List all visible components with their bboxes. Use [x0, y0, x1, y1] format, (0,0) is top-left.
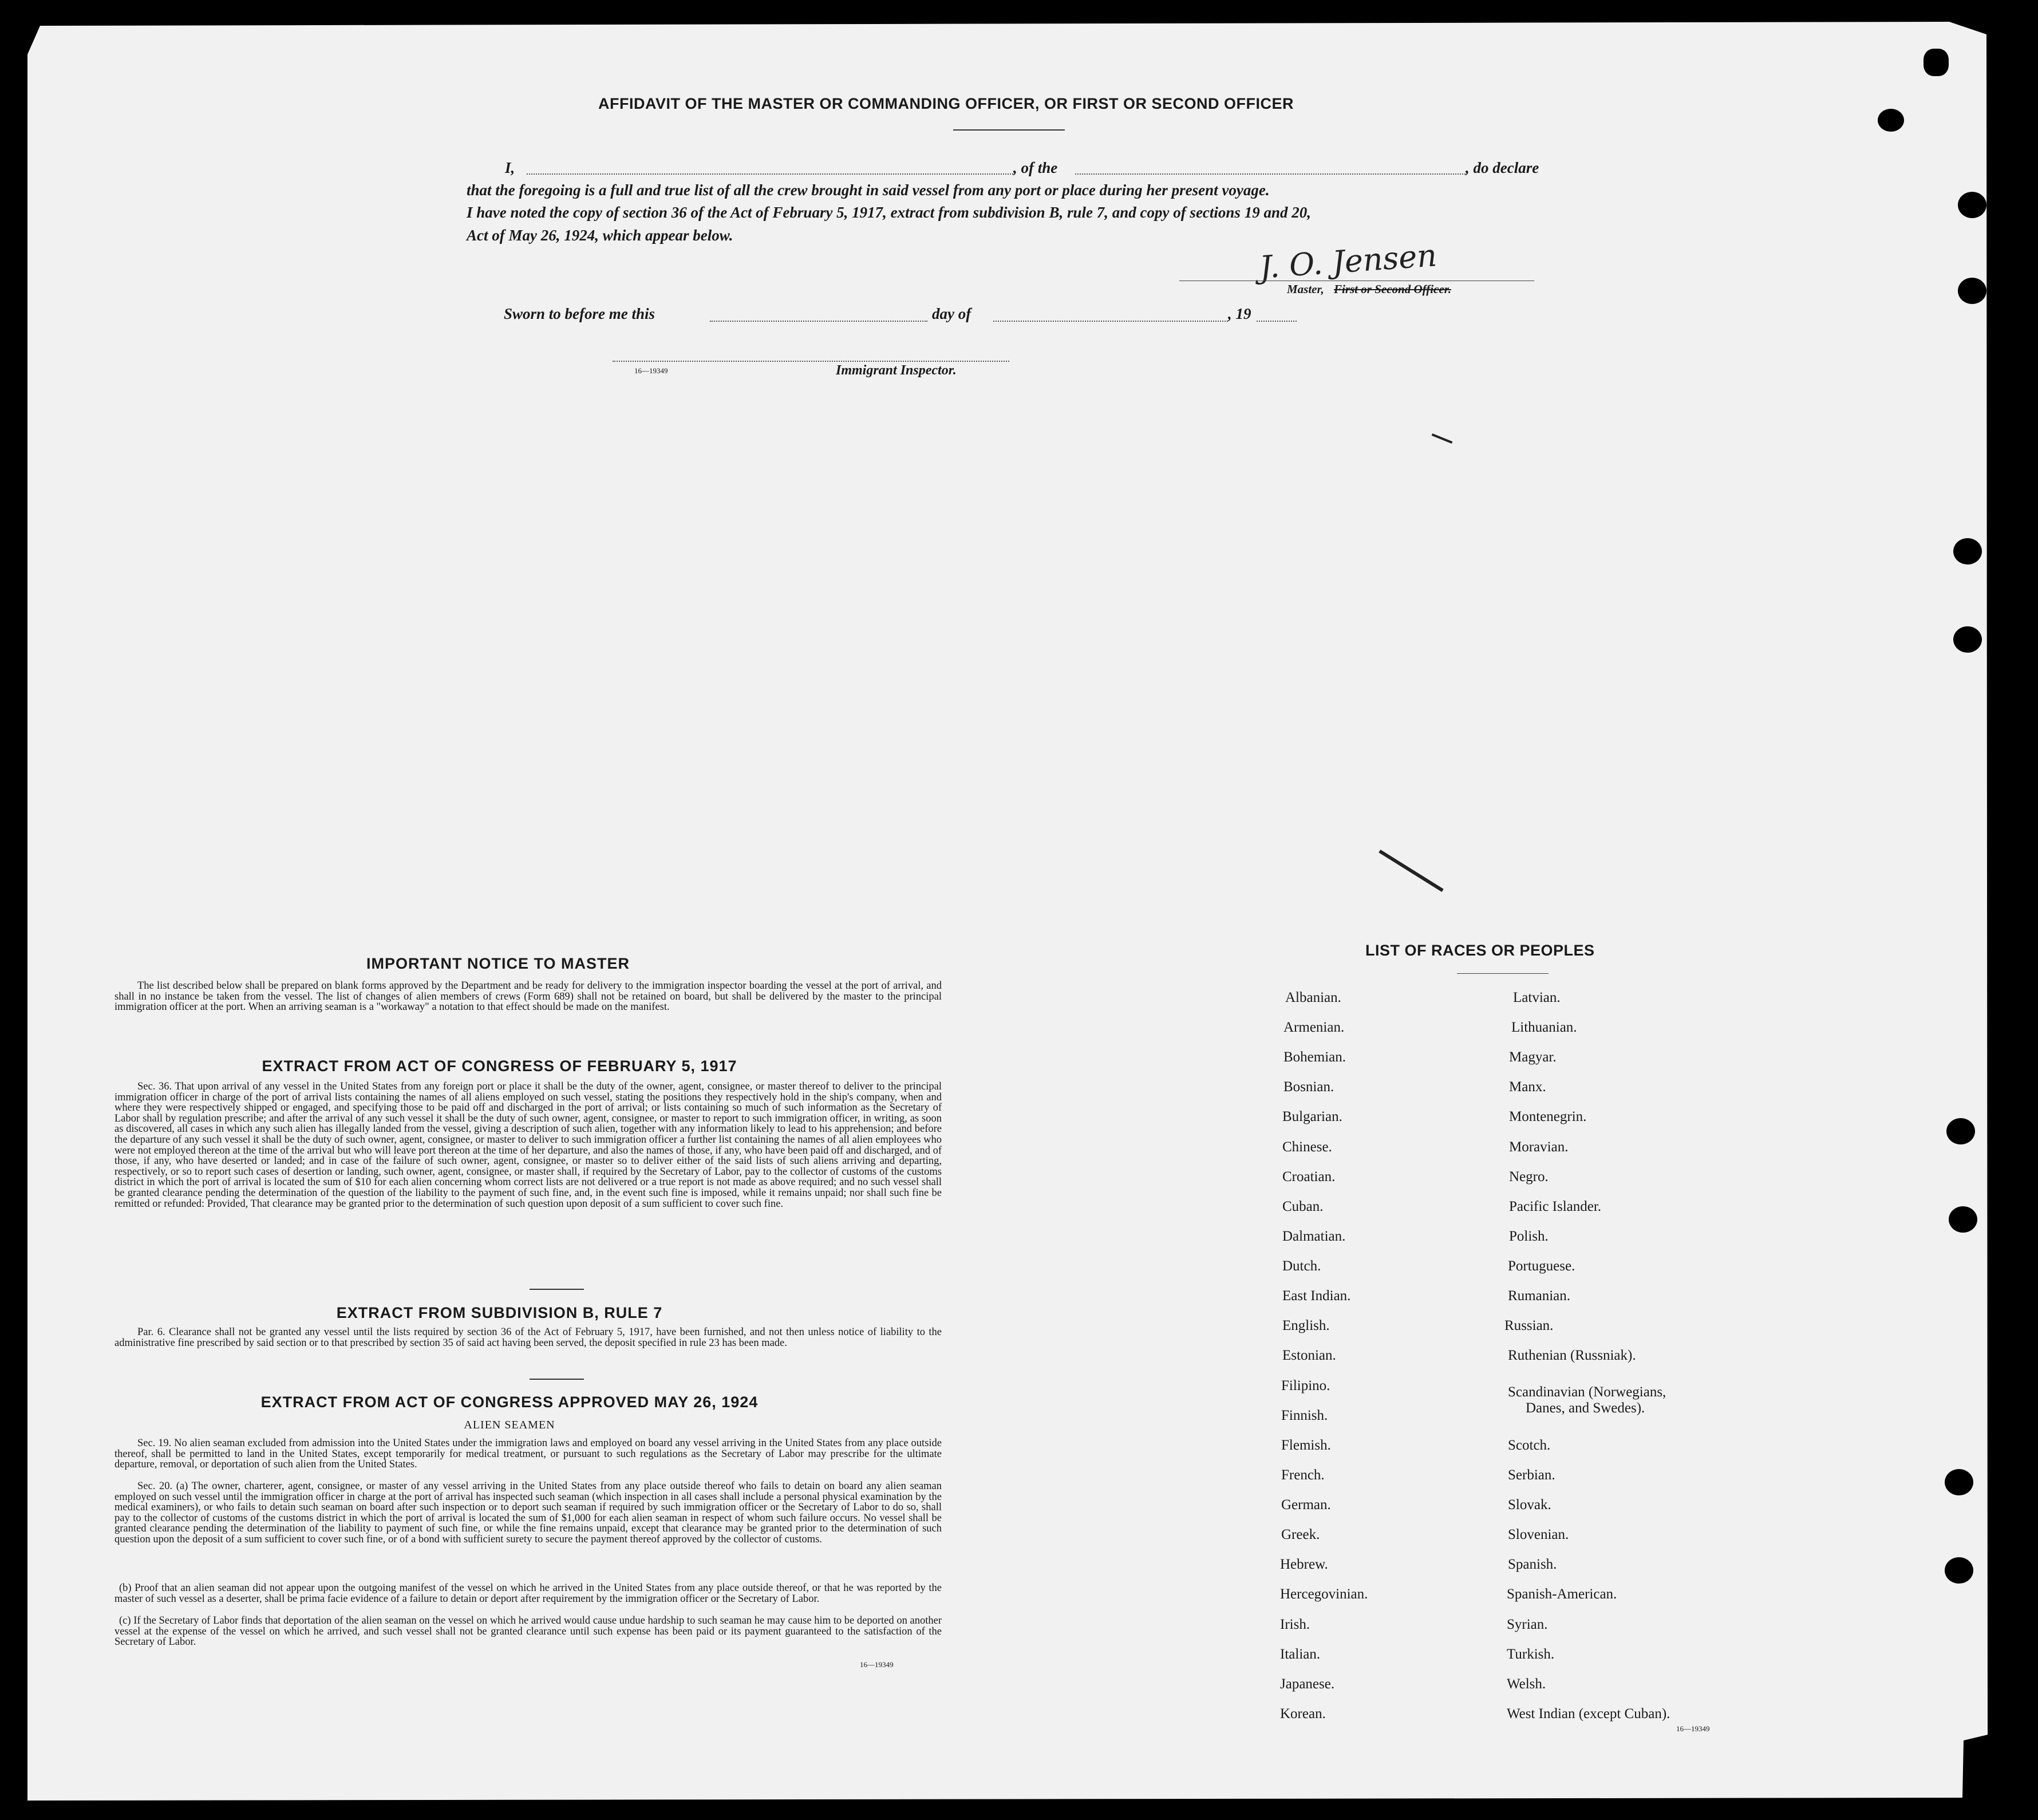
- punch-hole: [1946, 1118, 1975, 1144]
- race-right: Montenegrin.: [1509, 1109, 1587, 1124]
- race-left: Filipino.: [1281, 1378, 1330, 1393]
- race-left: Italian.: [1280, 1647, 1321, 1662]
- race-left: Croatian.: [1282, 1169, 1336, 1185]
- of-the-label: , of the: [1013, 159, 1058, 176]
- race-left: Dutch.: [1282, 1258, 1321, 1274]
- race-left: Korean.: [1280, 1706, 1326, 1722]
- races-rule: [1457, 973, 1549, 974]
- race-right: Slovak.: [1508, 1497, 1551, 1513]
- punch-hole: [1953, 538, 1982, 564]
- punch-hole: [1949, 1206, 1977, 1233]
- sworn-label: Sworn to before me this: [504, 305, 655, 322]
- extract3-sec19: Sec. 19. No alien seaman excluded from admission into the United States under the immigration laws and employed on board any vessel arriving in the United States from any place outside thereof, shall be permitted to land in the United States, except temporarily for medical treatment, or pursuant to such regulations as the Secretary of Labor may prescribe for the ultimate departure, removal, or deportation of such alien from the United States.: [114, 1438, 942, 1471]
- extract2-title: EXTRACT FROM SUBDIVISION B, RULE 7: [336, 1304, 663, 1321]
- race-left: Bosnian.: [1283, 1079, 1334, 1095]
- extract1-body: Sec. 36. That upon arrival of any vessel in the United States from any foreign port or place it shall be the duty of the owner, agent, consignee, or master thereof to deliver to the principal immigration officer in charge of the port of arrival lists containing the names of all aliens employed on such vessel, stating the positions they respectively hold in the ship's company, when and where they were respectively shipped or engaged, and specifying those to be paid off and discharged in the port of arrival; or lists containing so much of such information as the Secretary of Labor shall by regulation prescribe; and after the arrival of any such vessel it shall be the duty of such owner, agent, consignee, or master to report to such immigration officer, in writing, as soon as discovered, all cases in which any such alien has illegally landed from the vessel, giving a description of such alien, together with any information likely to lead to his apprehension; and before the departure of any such vessel it shall be the duty of such owner, agent, consignee, or master to deliver to such immigration officer a further list containing the names of all alien employees who were not employed thereon at the time of the arrival but who will leave port thereon at the time of her departure, and also the names of those, if any, who have been paid off and discharged, and of those, if any, who have deserted or landed; and in case of the failure of such owner, agent, consignee, or master so to deliver either of the said lists of such aliens arriving and departing, respectively, or so to report such cases of desertion or landing, such owner, agent, consignee, or master shall, if required by the Secretary of Labor, pay to the collector of customs of the customs district in which the port of arrival is located the sum of $10 for each alien concerning whom correct lists are not delivered or a true report is not made as above required; and no such vessel shall be granted clearance pending the determination of the question of the liability to the payment of such fine, and, in the event such fine is imposed, while it remains unpaid; nor shall such fine be remitted or refunded: Provided, That clearance may be granted prior to the determination of such question upon deposit of a sum sufficient to cover such fine.: [114, 1081, 942, 1210]
- section-rule: [530, 1289, 584, 1290]
- struck-officer-label: First or Second Officer.: [1334, 282, 1451, 296]
- race-right: Spanish.: [1508, 1557, 1557, 1572]
- race-right: Polish.: [1509, 1229, 1549, 1244]
- race-right: Rumanian.: [1508, 1288, 1571, 1304]
- affidavit-line-4: Act of May 26, 1924, which appear below.: [467, 227, 733, 244]
- sworn-year-field[interactable]: [1257, 321, 1297, 322]
- form-number-bottom: 16—19349: [860, 1660, 894, 1669]
- race-right: Scandinavian (Norwegians,: [1508, 1384, 1666, 1400]
- vessel-field[interactable]: [1075, 173, 1466, 175]
- race-left: English.: [1282, 1318, 1330, 1333]
- name-field[interactable]: [527, 173, 1013, 175]
- extract3-sec20c: (c) If the Secretary of Labor finds that deportation of the alien seaman on the vessel on which he arrived would cause undue hardship to such seaman he may cause him to be deported on another vessel at the expense of the vessel on which he arrived, and such vessel shall not be granted clearance until such expense has been paid or its payment guaranteed to the satisfaction of the Secretary of Labor.: [114, 1615, 942, 1648]
- extract2-body: Par. 6. Clearance shall not be granted any vessel until the lists required by section 36 of the Act of February 5, 1917, have been furnished, and not then unless notice of liability to the administrative fine prescribed by said section or to that prescribed by section 35 of said act having been served, the deposit specified in rule 23 has been made.: [114, 1326, 942, 1349]
- notice-title: IMPORTANT NOTICE TO MASTER: [366, 955, 630, 972]
- form-number-top: 16—19349: [634, 366, 668, 375]
- race-right: Turkish.: [1507, 1647, 1555, 1662]
- race-left: Armenian.: [1283, 1020, 1345, 1035]
- race-left: Bulgarian.: [1282, 1109, 1342, 1124]
- extract3-subtitle: ALIEN SEAMEN: [464, 1419, 555, 1431]
- inspector-signature-line[interactable]: [613, 361, 1009, 362]
- inspector-label: Immigrant Inspector.: [836, 363, 957, 378]
- day-of-label: day of: [932, 305, 971, 322]
- races-title: LIST OF RACES OR PEOPLES: [1365, 942, 1595, 959]
- notice-body: The list described below shall be prepared on blank forms approved by the Department and be ready for delivery to the immigration inspector boarding the vessel at the port of arrival, and shall in no instance be taken from the vessel. The list of changes of alien members of crews (Form 689) shall not be retained on board, but shall be delivered by the master to the principal immigration officer at the port. When an arriving seaman is a "workaway" a notation to that effect should be made on the manifest.: [114, 980, 942, 1013]
- declare-label: , do declare: [1466, 159, 1539, 176]
- race-right: Negro.: [1509, 1169, 1549, 1185]
- punch-hole: [1945, 1557, 1973, 1584]
- extract3-sec20a: Sec. 20. (a) The owner, charterer, agent, consignee, or master of any vessel arriving in the United States from any place outside thereof who fails to detain on board any alien seaman employed on such vessel until the immigration officer in charge at the port of arrival has inspected such seaman (which inspection in all cases shall include a personal physical examination by the medical examiners), or who fails to detain such seaman on board after such inspection or to deport such seaman if required by such immigration officer or the Secretary of Labor to do so, shall pay to the collector of customs of the customs district in which the port of arrival is located the sum of $1,000 for each alien seaman in respect of whom such failure occurs. No vessel shall be granted clearance pending the determination of the liability to payment of such fine, or while the fine remains unpaid, except that clearance may be granted prior to the determination of such question upon the deposit of a sum sufficient to cover such fine, or of a bond with sufficient surety to secure the payment thereof approved by the collector of customs.: [114, 1481, 942, 1545]
- i-label: I,: [505, 159, 515, 176]
- race-left: Bohemian.: [1283, 1049, 1346, 1065]
- race-right: Danes, and Swedes).: [1526, 1400, 1645, 1416]
- race-right: Serbian.: [1508, 1467, 1555, 1483]
- race-right: Ruthenian (Russniak).: [1508, 1348, 1636, 1363]
- race-left: Dalmatian.: [1282, 1229, 1346, 1244]
- race-right: Manx.: [1509, 1079, 1546, 1095]
- race-right: Latvian.: [1513, 990, 1561, 1005]
- race-right: Pacific Islander.: [1509, 1199, 1602, 1214]
- master-label: Master,: [1287, 282, 1324, 296]
- section-rule: [530, 1379, 584, 1380]
- race-left: German.: [1281, 1497, 1331, 1513]
- sworn-day-field[interactable]: [710, 321, 927, 322]
- race-right: Syrian.: [1507, 1617, 1548, 1632]
- punch-hole: [1953, 626, 1982, 653]
- race-right: West Indian (except Cuban).: [1507, 1706, 1670, 1722]
- form-number-races: 16—19349: [1676, 1724, 1710, 1733]
- race-left: Hercegovinian.: [1280, 1586, 1368, 1602]
- affidavit-line-2: that the foregoing is a full and true list of all the crew brought in said vessel from any port or place during her present voyage.: [467, 181, 1270, 199]
- title-rule: [953, 129, 1065, 131]
- race-left: Greek.: [1281, 1527, 1320, 1542]
- affidavit-line-3: I have noted the copy of section 36 of the Act of February 5, 1917, extract from subdivision B, rule 7, and copy of sections 19 and 20,: [467, 204, 1311, 221]
- extract3-title: EXTRACT FROM ACT OF CONGRESS APPROVED MAY 26, 1924: [260, 1393, 759, 1411]
- punch-hole: [1958, 278, 1986, 304]
- master-signature: J. O. Jensen: [1258, 237, 1438, 286]
- race-right: Portuguese.: [1508, 1258, 1575, 1274]
- race-right: Welsh.: [1507, 1676, 1546, 1692]
- punch-hole: [1958, 192, 1986, 218]
- race-right: Moravian.: [1509, 1139, 1569, 1155]
- race-right: Russian.: [1504, 1318, 1554, 1333]
- race-left: East Indian.: [1282, 1288, 1351, 1304]
- year-label: , 19: [1228, 305, 1251, 322]
- race-left: French.: [1281, 1467, 1325, 1483]
- extract3-sec20b: (b) Proof that an alien seaman did not appear upon the outgoing manifest of the vessel on which he arrived in the United States from any place outside thereof, or that he was reported by the master of such vessel as a deserter, shall be prima facie evidence of a failure to detain or deport after requirement by the immigration officer or the Secretary of Labor.: [114, 1582, 942, 1605]
- race-left: Finnish.: [1281, 1408, 1328, 1423]
- punch-hole: [1878, 109, 1904, 132]
- race-left: Cuban.: [1282, 1199, 1324, 1214]
- race-right: Slovenian.: [1508, 1527, 1569, 1542]
- race-right: Scotch.: [1508, 1438, 1551, 1453]
- race-left: Chinese.: [1282, 1139, 1332, 1155]
- race-left: Estonian.: [1282, 1348, 1336, 1363]
- torn-corner-mark: [1924, 49, 1949, 76]
- race-left: Albanian.: [1285, 990, 1341, 1005]
- extract1-title: EXTRACT FROM ACT OF CONGRESS OF FEBRUARY 5, 1917: [262, 1057, 737, 1075]
- race-right: Magyar.: [1509, 1049, 1557, 1065]
- punch-hole: [1945, 1469, 1973, 1495]
- race-left: Irish.: [1280, 1617, 1310, 1632]
- race-left: Hebrew.: [1280, 1557, 1328, 1572]
- race-right: Lithuanian.: [1511, 1020, 1577, 1035]
- sworn-month-field[interactable]: [993, 321, 1228, 322]
- race-right: Spanish-American.: [1507, 1586, 1617, 1602]
- race-left: Japanese.: [1280, 1676, 1335, 1692]
- affidavit-title: AFFIDAVIT OF THE MASTER OR COMMANDING OFFICER, OR FIRST OR SECOND OFFICER: [598, 95, 1294, 112]
- race-left: Flemish.: [1281, 1438, 1331, 1453]
